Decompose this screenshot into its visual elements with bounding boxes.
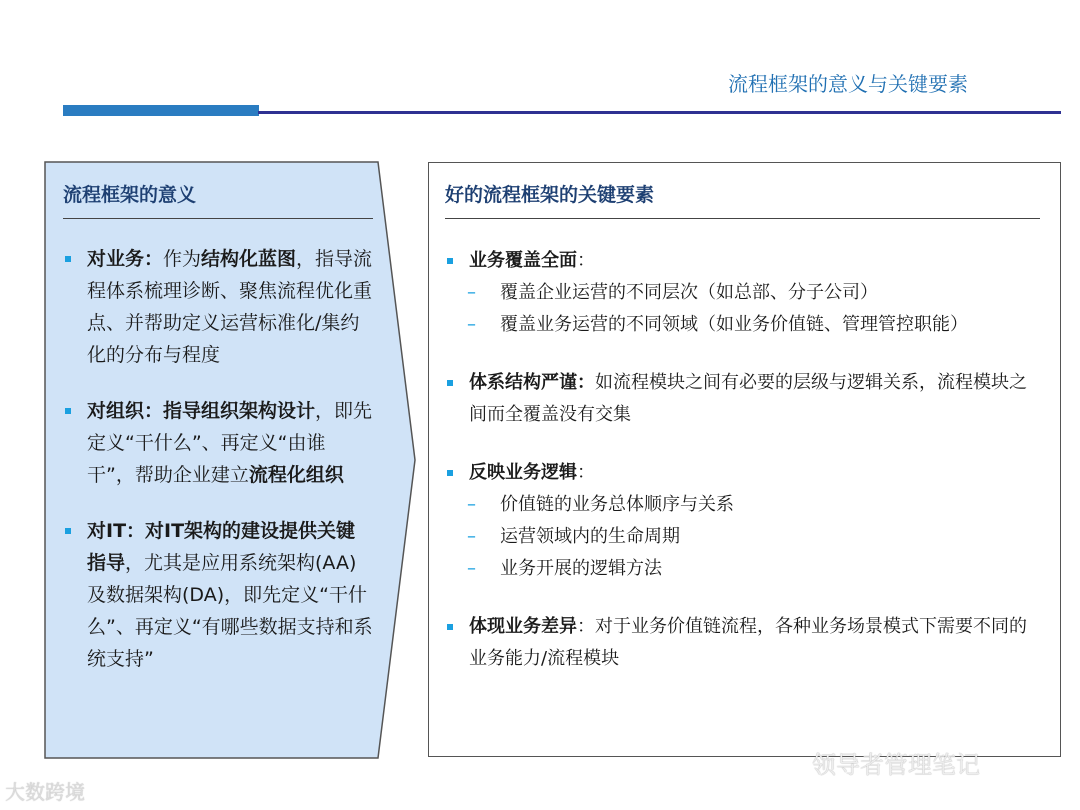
bullet-icon: [447, 470, 453, 476]
sub-item: – 覆盖企业运营的不同层次（如总部、分子公司）: [467, 282, 878, 303]
header-accent-bar: [63, 105, 259, 116]
sub-item: – 覆盖业务运营的不同领域（如业务价值链、管理管控职能）: [467, 314, 968, 335]
list-item: 对业务：作为结构化蓝图，指导流程体系梳理诊断、聚焦流程优化重点、并帮助定义运营标准化/集约化的分布与程度: [63, 243, 373, 371]
bullet-icon: [65, 408, 71, 414]
sub-item: – 业务开展的逻辑方法: [467, 558, 662, 579]
list-item: 对IT：对IT架构的建设提供关键指导，尤其是应用系统架构(AA)及数据架构(DA)，即先定义“干什么”、再定义“有哪些数据支持和系统支持”: [63, 515, 373, 675]
list-item: 体现业务差异：对于业务价值链流程，各种业务场景模式下需要不同的业务能力/流程模块: [445, 611, 1040, 675]
left-panel-title: 流程框架的意义: [63, 180, 373, 219]
sub-item: – 价值链的业务总体顺序与关系: [467, 494, 734, 515]
list-item: 业务覆盖全面：: [445, 245, 1040, 277]
watermark-right: 领导者管理笔记: [812, 751, 980, 779]
sub-item: – 运营领域内的生命周期: [467, 526, 680, 547]
bullet-icon: [65, 256, 71, 262]
bullet-icon: [447, 258, 453, 264]
right-panel-title: 好的流程框架的关键要素: [445, 180, 1040, 219]
bullet-icon: [447, 624, 453, 630]
list-item: 对组织：指导组织架构设计，即先定义“干什么”、再定义“由谁干”，帮助企业建立流程化组织: [63, 395, 373, 491]
right-panel: [445, 180, 1040, 675]
list-item: 体系结构严谨：如流程模块之间有必要的层级与逻辑关系，流程模块之间而全覆盖没有交集: [445, 367, 1040, 431]
bullet-icon: [447, 380, 453, 386]
watermark-left: 大数跨境: [5, 780, 85, 804]
bullet-icon: [65, 528, 71, 534]
left-panel: [63, 180, 373, 675]
list-item: 反映业务逻辑：: [445, 457, 1040, 489]
page-title: 流程框架的意义与关键要素: [728, 72, 968, 96]
header-divider: [258, 111, 1061, 114]
